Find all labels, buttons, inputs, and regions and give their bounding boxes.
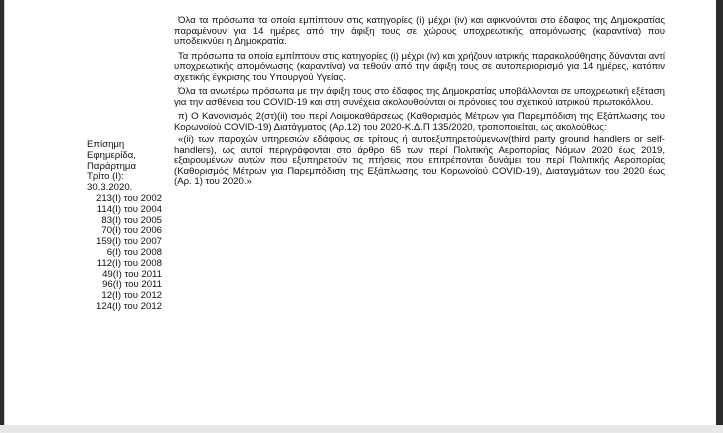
law-reference: 12(Ι) του 2012 xyxy=(101,290,162,302)
law-reference: 49(Ι) του 2011 xyxy=(102,268,162,280)
paragraph-ground-handlers: «(ii) των παροχών υπηρεσιών εδάφους σε τρίτους ή αυτοεξυπηρετούμενων(third party ground handlers or self-handlers), ως αυτοί περιγράφονται στο άρθρο 65 των περί Πολιτικής Αεροπορίας Νόμων 2020 έως 2019, εξαιρουμένων αυτών που εξυπηρετούν τις πτήσεις που επιτρέπονται δυνάμει του περί Πολιτικής Αεροπορίας (Καθορισμός Μέτρων για Παρεμπόδιση της Εξάπλωσης του Κορωνοϊού COVID-19), Διαταγμάτων του 2020 έως (Αρ. 1) του 2020.» xyxy=(174,134,665,187)
gazette-line: Επίσημη xyxy=(87,139,125,150)
document-page xyxy=(4,0,716,425)
law-reference: 70(Ι) του 2006 xyxy=(101,225,162,237)
margin-notes xyxy=(87,140,167,313)
law-reference: 96(Ι) του 2011 xyxy=(102,279,162,291)
bottom-edge xyxy=(0,425,723,433)
law-reference: 112(Ι) του 2008 xyxy=(96,257,162,269)
law-reference: 6(Ι) του 2008 xyxy=(106,246,162,258)
law-reference: 159(Ι) του 2007 xyxy=(96,236,162,248)
document-body xyxy=(174,16,665,192)
gazette-line: Εφημερίδα, xyxy=(87,149,136,161)
paragraph-quarantine: Όλα τα πρόσωπα τα οποία εμπίπτουν στις κατηγορίες (i) μέχρι (iv) και αφικνούνται στο έδαφος της Δημοκρατίας παραμένουν για 14 ημέρες από την άφιξη τους σε χώρους υποχρεωτικής απομόνωσης (καραντίνα) που υποδεικνύει η Δημοκρατία. xyxy=(174,15,665,47)
paragraph-amendment: π) Ο Κανονισμός 2(στ)(ii) του περί Λοιμοκαθάρσεως (Καθορισμός Μέτρων για Παρεμπόδιση της Εξάπλωσης του Κορωνοϊού COVID-19) Διατάγματος (Αρ.12) του 2020-Κ.Δ.Π 135/2020, τροποποιείται, ως ακολούθως: xyxy=(174,111,665,133)
paragraph-testing: Όλα τα ανωτέρω πρόσωπα με την άφιξη τους στο έδαφος της Δημοκρατίας υποβάλλονται σε υποχρεωτική εξέταση για την ασθένεια του COVID-19 και στη συνέχεια ακολουθούνται οι πρόνοιες του σχετικού ιατρικού πρωτοκόλλου. xyxy=(174,86,665,108)
paragraph-self-isolation: Τα πρόσωπα τα οποία εμπίπτουν στις κατηγορίες (i) μέχρι (iv) και χρήζουν ιατρικής παρακολούθησης δύνανται αντί υποχρεωτικής απομόνωσης (καραντίνα) να τεθούν από την άφιξη τους σε αυτοπεριορισμό για 14 ημέρες, κατόπιν σχετικής έγκρισης του Υπουργού Υγείας. xyxy=(174,50,665,83)
law-reference: 114(Ι) του 2004 xyxy=(96,203,162,215)
law-reference: 124(Ι) του 2012 xyxy=(96,300,162,312)
gazette-line: 30.3.2020. xyxy=(87,182,133,194)
gazette-line: Τρίτο (Ι): xyxy=(87,171,124,183)
law-reference: 213(Ι) του 2002 xyxy=(96,192,162,204)
law-reference: 83(Ι) του 2005 xyxy=(101,214,162,226)
gazette-line: Παράρτημα xyxy=(87,160,136,172)
